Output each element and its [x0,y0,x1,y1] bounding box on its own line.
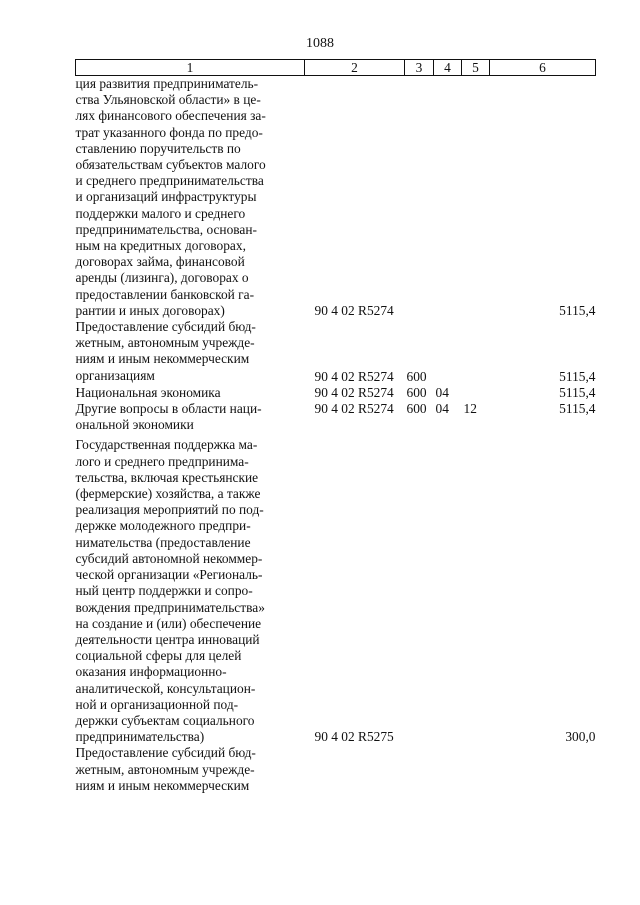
row-description [76,76,305,320]
amount: 300,0 [565,729,596,745]
column-header: 3 [405,60,434,76]
column-header: 4 [434,60,462,76]
description-line: жетным, автономным учрежде- [75,335,255,351]
description-line: ным на кредитных договорах, [75,238,246,254]
column-header: 5 [462,60,490,76]
description-line: ный центр поддержки и сопро- [75,583,253,599]
target-article-code: 90 4 02 R5274 [314,401,394,417]
description-line: социальной сферы для целей [75,648,242,664]
description-line: реализация мероприятий по под- [75,502,264,518]
description-line: ниям и иным некоммерческим [75,351,250,367]
description-line: держки субъектам социального [75,712,255,728]
description-line: Предоставление субсидий бюд- [75,745,256,761]
description-line: ставлению поручительств по [75,140,241,156]
description-line: лях финансового обеспечения за- [75,108,266,124]
amount: 5115,4 [559,384,596,400]
expense-type: 600 [406,368,427,384]
row-description [76,437,305,745]
description-line: деятельности центра инноваций [75,631,260,647]
expense-type: 600 [406,401,427,417]
description-line: рантии и иных договорах) [75,302,225,318]
description-line: ной и организационной под- [75,696,239,712]
description-line: Предоставление субсидий бюд- [75,319,256,335]
subsection-code [462,76,490,320]
description-line: предоставлении банковской га- [75,286,255,302]
amount: 5115,4 [559,302,596,318]
description-line: Другие вопросы в области наци- [75,401,262,417]
description-line: ональной экономики [75,417,194,433]
description-line: ческой организации «Региональ- [75,567,263,583]
amount: 5115,4 [559,368,596,384]
subsection-code [462,437,490,745]
description-line: трат указанного фонда по предо- [75,124,263,140]
description-line: ция развития предприниматель- [75,76,259,91]
table-row [76,319,596,385]
target-article-code: 90 4 02 R5275 [314,729,394,745]
description-line: ниям и иным некоммерческим [75,777,250,793]
column-header: 1 [76,60,305,76]
description-line: нимательства (предоставление [75,534,251,550]
target-article-code: 90 4 02 R5274 [314,302,394,318]
description-line: оказания информационно- [75,664,227,680]
table-header-row [76,60,596,76]
subsection-code [462,319,490,385]
expense-type: 600 [406,384,427,400]
subsection-code [462,745,490,794]
table-row [76,385,596,401]
amount [490,745,596,794]
description-line: держке молодежного предпри- [75,518,251,534]
section-code: 04 [435,384,449,400]
description-line: поддержки малого и среднего [75,205,246,221]
table-row [76,76,596,320]
description-line: вождения предпринимательства» [75,599,265,615]
description-line: жетным, автономным учрежде- [75,761,255,777]
description-line: предпринимательства, основан- [75,221,257,237]
amount: 5115,4 [559,401,596,417]
description-line: и организаций инфраструктуры [75,189,257,205]
row-description [76,745,305,794]
description-line: договорах займа, финансовой [75,254,245,270]
section-code [434,76,462,320]
description-line: организациям [75,367,155,383]
expense-type [405,76,434,320]
description-line: субсидий автономной некоммер- [75,550,263,566]
page-number: 1088 [306,36,334,51]
subsection-code [462,385,490,401]
description-line: аналитической, консультацион- [75,680,256,696]
row-description [76,385,305,401]
description-line: и среднего предпринимательства [75,173,264,189]
expense-type [405,437,434,745]
description-line: предпринимательства) [75,729,205,745]
description-line: лого и среднего предпринима- [75,453,249,469]
budget-table [75,59,596,794]
expense-type [405,745,434,794]
table-body [76,76,596,794]
target-article-code [305,745,405,794]
description-line: ства Ульяновской области» в це- [75,92,261,108]
section-code [434,437,462,745]
description-line: Национальная экономика [75,384,221,400]
description-line: на создание и (или) обеспечение [75,615,262,631]
description-line: Государственная поддержка ма- [75,437,258,453]
description-line: обязательствам субъектов малого [75,157,266,173]
row-description [76,401,305,437]
section-code [434,319,462,385]
row-description [76,319,305,385]
description-line: тельства, включая крестьянские [75,469,259,485]
description-line: аренды (лизинга), договорах о [75,270,249,286]
description-line: (фермерские) хозяйства, а также [75,486,261,502]
column-header: 6 [490,60,596,76]
target-article-code: 90 4 02 R5274 [314,368,394,384]
subsection-code: 12 [463,401,477,417]
target-article-code: 90 4 02 R5274 [314,384,394,400]
section-code [434,745,462,794]
section-code: 04 [435,401,449,417]
table-row [76,745,596,794]
table-row [76,437,596,745]
table-row [76,401,596,437]
column-header: 2 [305,60,405,76]
